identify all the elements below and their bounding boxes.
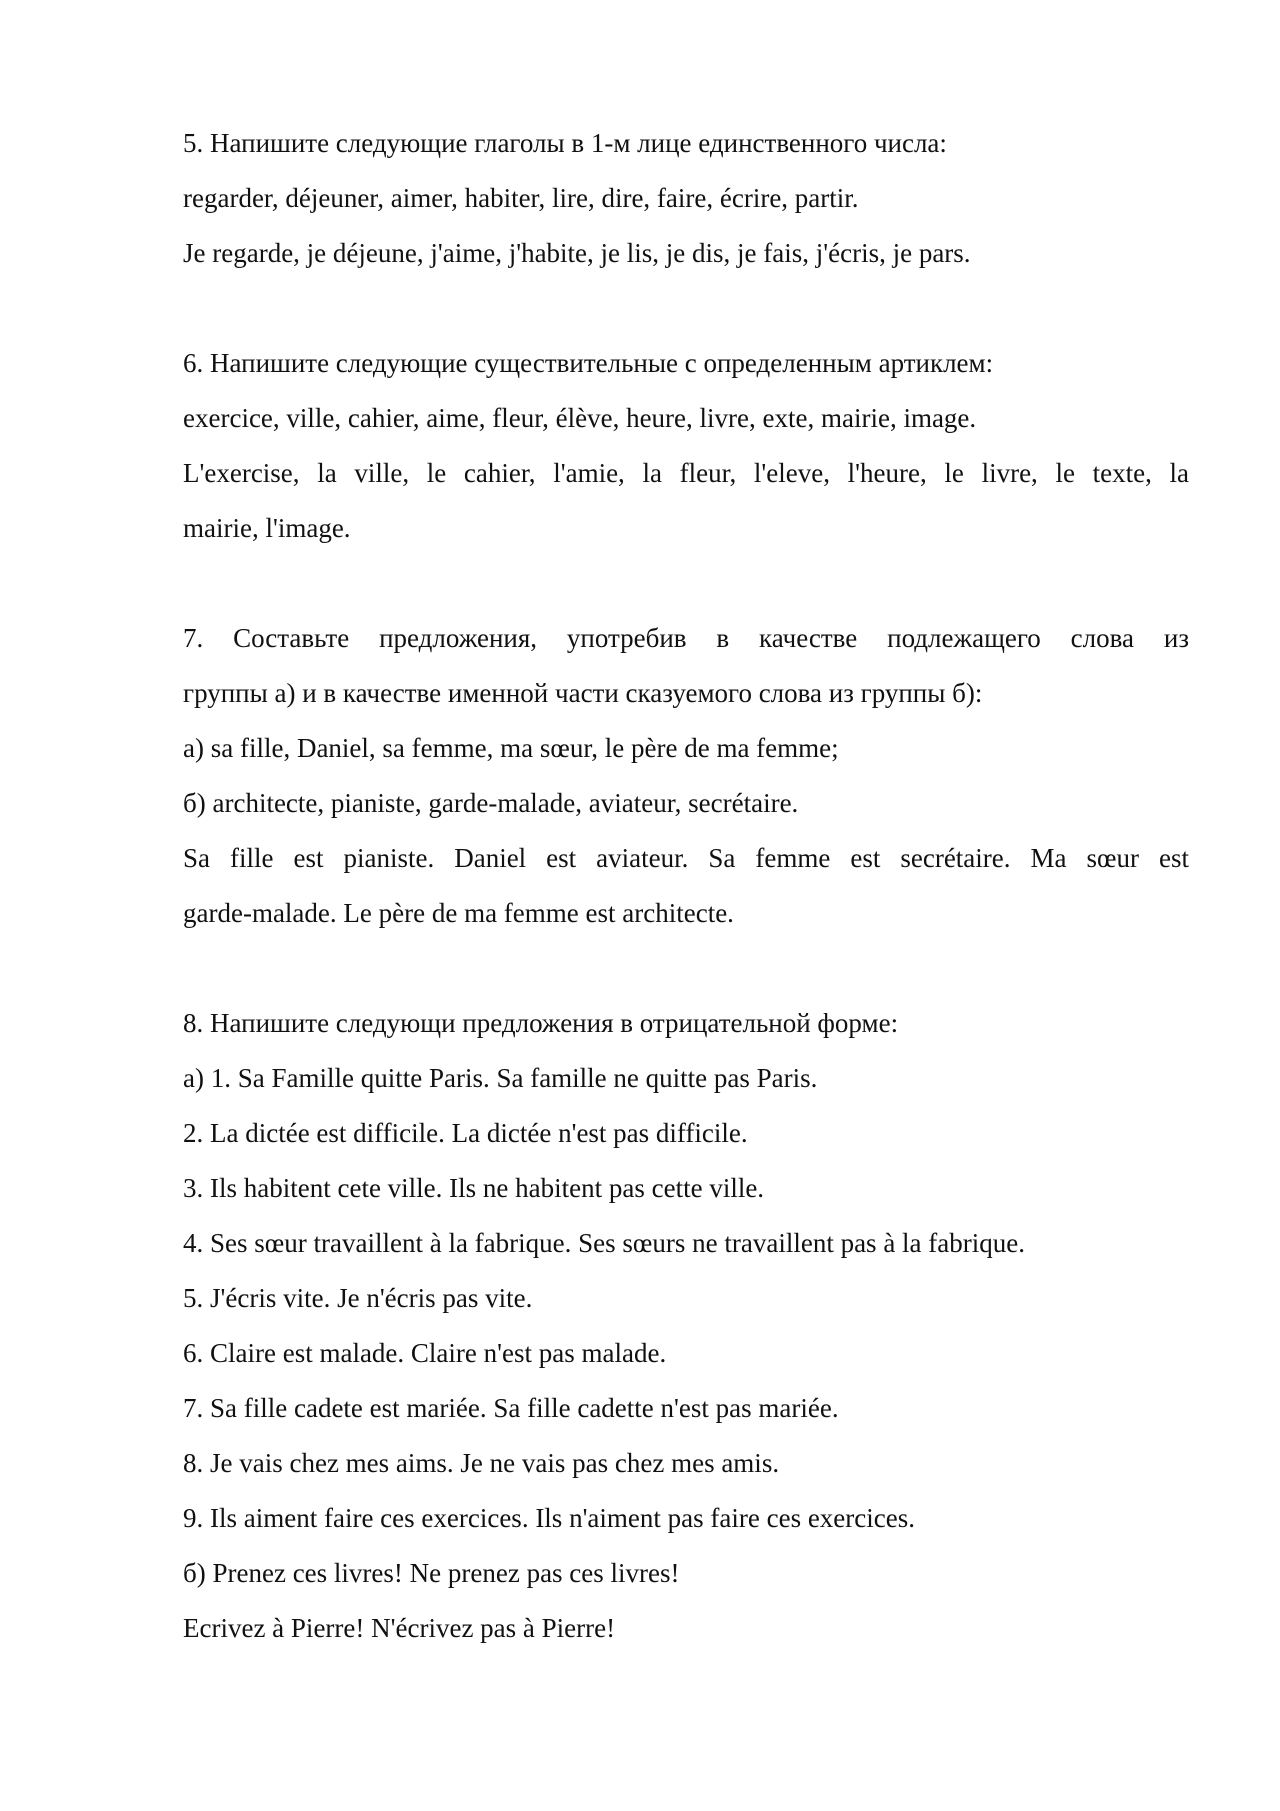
task-8-item: 8. Je vais chez mes aims. Je ne vais pas chez mes amis. bbox=[183, 1448, 780, 1478]
section-spacer bbox=[183, 556, 1189, 611]
task-8-item: 5. J'écris vite. Je n'écris pas vite. bbox=[183, 1283, 533, 1313]
section-5 bbox=[183, 116, 1189, 281]
task-8-item: 7. Sa fille cadete est mariée. Sa fille cadette n'est pas mariée. bbox=[183, 1393, 839, 1423]
section-6 bbox=[183, 336, 1189, 556]
task-6-answer-line-2: mairie, l'image. bbox=[183, 513, 351, 543]
task-8-item: 9. Ils aiment faire ces exercices. Ils n'aiment pas faire ces exercices. bbox=[183, 1503, 915, 1533]
task-7-heading-line-2: группы а) и в качестве именной части сказуемого слова из группы б): bbox=[183, 678, 983, 708]
task-8-item: б) Prenez ces livres! Ne prenez pas ces livres! bbox=[183, 1558, 680, 1588]
task-8-heading: 8. Напишите следующи предложения в отрицательной форме: bbox=[183, 1008, 899, 1038]
section-7 bbox=[183, 611, 1189, 941]
section-spacer bbox=[183, 941, 1189, 996]
document-page bbox=[183, 116, 1189, 1656]
task-5-heading: 5. Напишите следующие глаголы в 1-м лице единственного числа: bbox=[183, 128, 947, 158]
task-7-answer-line-1: Sa fille est pianiste. Daniel est aviateur. Sa femme est secrétaire. Ma sœur est bbox=[183, 843, 1189, 873]
task-5-answer: Je regarde, je déjeune, j'aime, j'habite, je lis, je dis, je fais, j'écris, je pars. bbox=[183, 238, 971, 268]
task-7-group-a: а) sa fille, Daniel, sa femme, ma sœur, le père de ma femme; bbox=[183, 733, 839, 763]
task-8-item: 3. Ils habitent cete ville. Ils ne habitent pas cette ville. bbox=[183, 1173, 765, 1203]
task-7-heading-line-1: 7. Составьте предложения, употребив в качестве подлежащего слова из bbox=[183, 623, 1189, 653]
section-spacer bbox=[183, 281, 1189, 336]
task-6-heading: 6. Напишите следующие существительные с определенным артиклем: bbox=[183, 348, 994, 378]
section-8 bbox=[183, 996, 1189, 1656]
task-8-item: 2. La dictée est difficile. La dictée n'est pas difficile. bbox=[183, 1118, 748, 1148]
task-6-words: exercice, ville, cahier, aime, fleur, élève, heure, livre, exte, mairie, image. bbox=[183, 403, 977, 433]
task-8-item: 4. Ses sœur travaillent à la fabrique. Ses sœurs ne travaillent pas à la fabrique. bbox=[183, 1228, 1025, 1258]
task-7-group-b: б) architecte, pianiste, garde-malade, aviateur, secrétaire. bbox=[183, 788, 799, 818]
task-8-item: Ecrivez à Pierre! N'écrivez pas à Pierre! bbox=[183, 1613, 616, 1643]
task-6-answer-line-1: L'exercise, la ville, le cahier, l'amie, la fleur, l'eleve, l'heure, le livre, le texte, la bbox=[183, 458, 1189, 488]
task-5-words: regarder, déjeuner, aimer, habiter, lire, dire, faire, écrire, partir. bbox=[183, 183, 859, 213]
task-8-item: 6. Claire est malade. Claire n'est pas malade. bbox=[183, 1338, 667, 1368]
task-8-item: а) 1. Sa Famille quitte Paris. Sa famille ne quitte pas Paris. bbox=[183, 1063, 818, 1093]
task-7-answer-line-2: garde-malade. Le père de ma femme est architecte. bbox=[183, 898, 734, 928]
